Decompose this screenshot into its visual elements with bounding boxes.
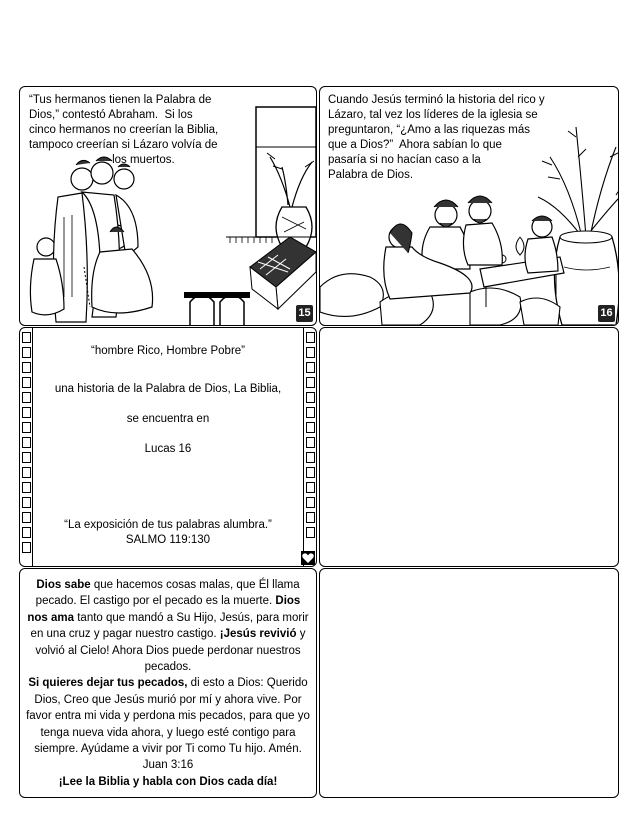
film-hole	[22, 422, 31, 433]
film-hole	[306, 392, 315, 403]
film-hole	[306, 347, 315, 358]
gospel-line-4: di esto a Dios: Querido Dios, Creo que Jesús murió por mí y ahora vive. Por favor entra mi vida y perdona mis pecados, para que yo tenga nueva vida ahora, y luego esté contigo para siempre. Ayúdame a vivir por Ti como Tu hijo. Amén.	[26, 677, 310, 756]
psalm-quote: “La exposición de tus palabras alumbra.”	[64, 519, 272, 531]
film-hole	[306, 467, 315, 478]
scripture-reference: Lucas 16	[144, 443, 192, 455]
filmstrip-border-right	[303, 328, 316, 566]
story-subtitle: una historia de la Palabra de Dios, La Biblia,	[54, 383, 282, 395]
film-hole	[306, 362, 315, 373]
heart-icon	[301, 551, 315, 565]
film-hole	[22, 347, 31, 358]
film-hole	[306, 482, 315, 493]
panel-number-16: 16	[598, 305, 615, 322]
panel-16-caption: Cuando Jesús terminó la historia del rico y Lázaro, tal vez los líderes de la iglesia se preguntaron, “¿Amo a las riquezas más que a Dios?” Ahora sabían lo que pasaría si no hacían caso a la Palabra de Dios.	[328, 94, 545, 181]
film-hole	[306, 527, 315, 538]
gospel-message	[24, 577, 312, 790]
film-hole	[306, 377, 315, 388]
gospel-line-3-bold: ¡Jesús revivió	[219, 628, 297, 641]
gospel-line-1: que hacemos cosas malas, que Él llama pecado. El castigo por el pecado es la muerte.	[35, 579, 300, 608]
comic-panel-16	[319, 86, 619, 326]
blank-panel-1	[319, 327, 619, 567]
film-hole	[22, 482, 31, 493]
film-hole	[22, 362, 31, 373]
film-hole	[306, 422, 315, 433]
film-hole	[22, 392, 31, 403]
film-hole	[306, 497, 315, 508]
film-hole	[22, 407, 31, 418]
film-hole	[306, 512, 315, 523]
gospel-line-3: y volvió al Cielo! Ahora Dios puede perdonar nuestros pecados.	[35, 628, 306, 674]
film-hole	[22, 542, 31, 553]
story-title: “hombre Rico, Hombre Pobre”	[90, 345, 246, 357]
gospel-line-1-bold: Dios sabe	[36, 579, 91, 591]
blank-panel-2	[319, 568, 619, 798]
verse-reference: Juan 3:16	[142, 759, 194, 772]
film-hole	[22, 332, 31, 343]
film-hole	[22, 377, 31, 388]
film-hole	[22, 452, 31, 463]
comic-panel-15	[19, 86, 317, 326]
closing-line: ¡Lee la Biblia y habla con Dios cada día!	[58, 775, 278, 788]
panel-15-caption: “Tus hermanos tienen la Palabra de Dios,” contestó Abraham. Si los cinco hermanos no creerían la Biblia, tampoco creerían si Lázaro volvía de los muertos.	[29, 94, 219, 166]
film-hole	[22, 497, 31, 508]
title-panel	[19, 327, 317, 567]
gospel-line-2: tanto que mandó a Su Hijo, Jesús, para morir en una cruz y pagar nuestro castigo.	[30, 611, 309, 641]
psalm-reference: SALMO 119:130	[125, 534, 211, 546]
film-hole	[22, 467, 31, 478]
film-hole	[306, 437, 315, 448]
film-hole	[22, 437, 31, 448]
film-hole	[22, 512, 31, 523]
gospel-line-2-bold: Dios nos ama	[27, 595, 301, 624]
film-hole	[306, 452, 315, 463]
found-in-label: se encuentra en	[126, 413, 210, 425]
film-hole	[22, 527, 31, 538]
panel-number-15: 15	[296, 305, 313, 322]
gospel-message-panel	[19, 568, 317, 798]
film-hole	[306, 332, 315, 343]
film-hole	[306, 407, 315, 418]
gospel-line-4-bold: Si quieres dejar tus pecados,	[28, 677, 188, 690]
